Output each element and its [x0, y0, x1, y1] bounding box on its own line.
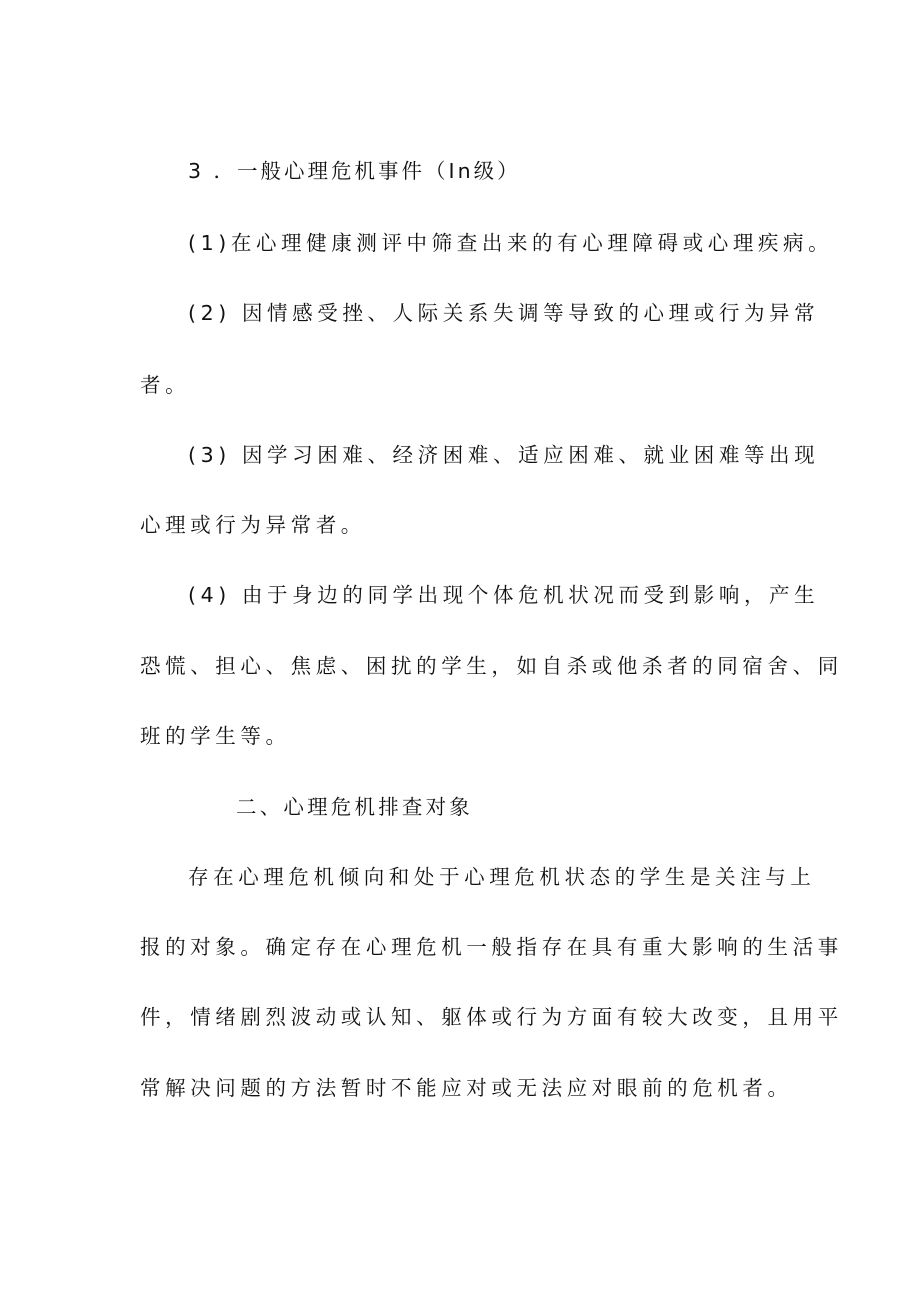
- section-2-paragraph-line-1: 存在心理危机倾向和处于心理危机状态的学生是关注与上: [188, 865, 816, 889]
- section-2-paragraph-line-4: 常解决问题的方法暂时不能应对或无法应对眼前的危机者。: [140, 1076, 793, 1100]
- section-2-title: 二、心理危机排查对象: [236, 795, 473, 819]
- item-3-paragraph-4-line-2: 恐慌、担心、焦虑、困扰的学生，如自杀或他杀者的同宿舍、同: [140, 654, 843, 678]
- item-3-title: 3 ．一般心理危机事件（In级）: [188, 159, 521, 183]
- item-3-paragraph-3-line-1: (3) 因学习困难、经济困难、适应困难、就业困难等出现: [188, 443, 820, 467]
- item-3-paragraph-3-line-2: 心理或行为异常者。: [140, 513, 366, 537]
- item-3-paragraph-2-line-2: 者。: [140, 373, 191, 397]
- section-2-paragraph-line-3: 件，情绪剧烈波动或认知、躯体或行为方面有较大改变，且用平: [140, 1005, 843, 1029]
- item-3-paragraph-4-line-1: (4) 由于身边的同学出现个体危机状况而受到影响，产生: [188, 583, 820, 607]
- item-3-paragraph-1: (1)在心理健康测评中筛查出来的有心理障碍或心理疾病。: [188, 231, 834, 255]
- item-3-paragraph-4-line-3: 班的学生等。: [140, 724, 291, 748]
- section-2-paragraph-line-2: 报的对象。确定存在心理危机一般指存在具有重大影响的生活事: [140, 935, 843, 959]
- item-3-paragraph-2-line-1: (2) 因情感受挫、人际关系失调等导致的心理或行为异常: [188, 301, 820, 325]
